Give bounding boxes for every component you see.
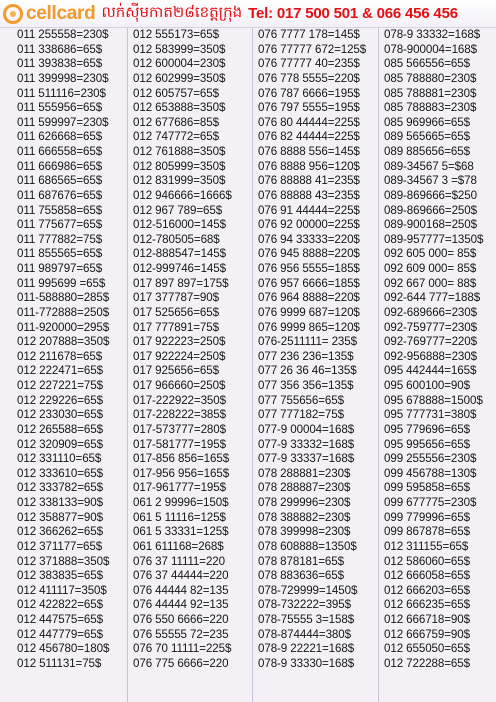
list-item: 076 945 8888=220$: [258, 247, 360, 261]
list-item: 092 605 000= 85$: [384, 247, 477, 261]
list-item: 011 255558=230$: [17, 28, 109, 41]
list-item: 099 255556=230$: [384, 452, 477, 466]
list-item: 012 233030=65$: [17, 408, 103, 422]
list-item: 076 77777 40=235$: [258, 57, 360, 71]
list-item: 089 565665=65$: [384, 130, 470, 144]
list-item: 095 678888=1500$: [384, 393, 483, 407]
list-item: 099 595858=65$: [384, 481, 470, 495]
list-item: 012 207888=350$: [17, 335, 110, 349]
list-item: 092-759777=230$: [384, 320, 477, 334]
list-item: 076 82 44444=225$: [258, 130, 360, 144]
list-item: 077 356 356=135$: [258, 379, 354, 392]
list-item: 078-732222=395$: [258, 598, 351, 612]
price-column-4: [384, 28, 483, 672]
list-item: 012 967 789=65$: [133, 203, 223, 217]
list-item: 012 831999=350$: [133, 174, 226, 188]
list-item: 012 583999=350$: [133, 42, 226, 56]
list-item: 011 626668=65$: [17, 130, 103, 144]
list-item: 078-75555 3=158$: [258, 613, 355, 626]
list-item: 012 447575=65$: [17, 613, 103, 626]
list-item: 012 366262=65$: [17, 525, 103, 539]
contact-phone: Tel: 017 500 501 & 066 456 456: [248, 5, 458, 22]
list-item: 012 602999=350$: [133, 71, 226, 85]
list-item: 011 393838=65$: [17, 57, 103, 71]
list-item: 012 311155=65$: [384, 539, 469, 553]
list-item: 012 653888=350$: [133, 101, 226, 115]
list-item: 012-888547=145$: [133, 247, 226, 261]
list-item: 012 677686=85$: [133, 115, 219, 129]
list-item: 078 399998=230$: [258, 525, 351, 539]
brand-name: cellcard: [26, 2, 96, 24]
list-item: 077-9 33337=168$: [258, 452, 355, 466]
list-item: 011 686565=65$: [17, 174, 103, 188]
list-item: 012 586060=65$: [384, 554, 470, 568]
list-item: 012 320909=65$: [17, 437, 103, 451]
list-item: 077 755656=65$: [258, 393, 344, 407]
list-item: 076 8888 956=120$: [258, 159, 360, 173]
list-item: 078 299996=230$: [258, 496, 351, 509]
list-item: 089 885656=65$: [384, 145, 470, 158]
price-column-2: [133, 28, 232, 672]
list-item: 011 666558=65$: [17, 145, 103, 158]
list-item: 017 525656=65$: [133, 305, 219, 319]
list-item: 099 456788=130$: [384, 466, 477, 480]
list-item: 095 777731=380$: [384, 408, 477, 422]
list-item: 012 456780=180$: [17, 642, 110, 656]
list-item: 012 747772=65$: [133, 130, 219, 144]
list-item: 012 211678=65$: [17, 349, 103, 363]
list-item: 085 788883=230$: [384, 101, 477, 115]
list-item: 017-228222=385$: [133, 408, 226, 422]
list-item: 012 666058=65$: [384, 569, 470, 583]
list-item: 089-900168=250$: [384, 218, 477, 232]
list-item: 017 966660=250$: [133, 379, 226, 392]
list-item: 017-573777=280$: [133, 422, 226, 436]
list-item: 011 777882=75$: [17, 232, 103, 246]
list-item: 076 787 6666=195$: [258, 86, 360, 100]
list-item: 089-34567 3 =$78: [384, 174, 477, 188]
list-item: 077 26 36 46=135$: [258, 364, 357, 378]
list-item: 076 37 44444=220: [133, 569, 229, 583]
list-item: 061 5 11116=125$: [133, 510, 226, 524]
list-item: 085 969966=65$: [384, 115, 470, 129]
list-item: 012 422822=65$: [17, 598, 103, 612]
list-item: 012-516000=145$: [133, 218, 226, 232]
list-item: 076-2511111= 235$: [258, 335, 357, 349]
list-item: 012 666235=65$: [384, 598, 470, 612]
list-item: 078-9 33330=168$: [258, 656, 355, 670]
list-item: 012 411117=350$: [17, 583, 107, 597]
list-item: 011 555956=65$: [17, 101, 103, 115]
list-item: 099 779996=65$: [384, 510, 470, 524]
list-item: 012 222471=65$: [17, 364, 103, 378]
list-item: 076 94 33333=220$: [258, 232, 360, 246]
list-item: 017 925656=65$: [133, 364, 219, 378]
list-item: 095 779696=65$: [384, 422, 470, 436]
list-item: 012 761888=350$: [133, 145, 226, 158]
list-item: 012 229226=65$: [17, 393, 103, 407]
list-item: 011-772888=250$: [17, 305, 110, 319]
list-item: 092 667 000= 88$: [384, 276, 477, 290]
list-item: 012 946666=1666$: [133, 188, 232, 202]
list-item: 076 964 8888=220$: [258, 291, 360, 305]
list-item: 012 655050=65$: [384, 642, 470, 656]
list-item: 017-961777=195$: [133, 481, 226, 495]
list-item: 012 333610=65$: [17, 466, 103, 480]
list-item: 076 91 44444=225$: [258, 203, 360, 217]
list-item: 092-689666=230$: [384, 305, 477, 319]
list-item: 099 677775=230$: [384, 496, 477, 509]
list-item: 012 383835=65$: [17, 569, 103, 583]
list-item: 012 805999=350$: [133, 159, 226, 173]
list-item: 085 788880=230$: [384, 71, 477, 85]
list-item: 076 957 6666=185$: [258, 276, 360, 290]
list-item: 012 666718=90$: [384, 613, 470, 626]
list-item: 085 566556=65$: [384, 57, 470, 71]
list-item: 012 447779=65$: [17, 627, 103, 641]
list-item: 078 883636=65$: [258, 569, 344, 583]
khmer-title: លក់ស៊ីមកាត២៨ខេត្តក្រុង: [101, 2, 243, 21]
list-item: 012 265588=65$: [17, 422, 103, 436]
list-item: 078 608888=1350$: [258, 539, 357, 553]
list-item: 078-900004=168$: [384, 42, 477, 56]
list-item: 012 666203=65$: [384, 583, 470, 597]
list-item: 076 8888 556=145$: [258, 145, 360, 158]
list-item: 076 9999 865=120$: [258, 320, 360, 334]
list-item: 011 666986=65$: [17, 159, 103, 173]
list-item: 077 236 236=135$: [258, 349, 354, 363]
number-price-list: [0, 28, 496, 702]
list-item: 012 227221=75$: [17, 379, 103, 392]
list-item: 078 388882=230$: [258, 510, 351, 524]
list-item: 076 44444 92=135: [133, 598, 229, 612]
list-item: 076 44444 82=135: [133, 583, 229, 597]
list-item: 076 80 44444=225$: [258, 115, 360, 129]
list-item: 012 555173=65$: [133, 28, 219, 41]
list-item: 077-9 00004=168$: [258, 422, 355, 436]
list-item: 076 37 11111=220: [133, 554, 225, 568]
list-item: 017 777891=75$: [133, 320, 219, 334]
list-item: 076 550 6666=220: [133, 613, 229, 626]
list-item: 092 609 000= 85$: [384, 262, 477, 275]
list-item: 012-999746=145$: [133, 262, 226, 275]
list-item: 089-34567 5=$68: [384, 159, 474, 173]
list-item: 076 778 5555=220$: [258, 71, 360, 85]
list-item: 076 88888 41=235$: [258, 174, 360, 188]
list-item: 089-869666=$250: [384, 188, 477, 202]
list-item: 095 600100=90$: [384, 379, 470, 392]
list-item: 076 70 11111=225$: [133, 642, 232, 656]
list-item: 012-780505=68$: [133, 232, 220, 246]
list-item: 078-729999=1450$: [258, 583, 358, 597]
list-item: 012 722288=65$: [384, 656, 470, 670]
list-item: 012 358877=90$: [17, 510, 103, 524]
list-item: 011 511116=230$: [17, 86, 106, 100]
list-item: 078 288887=230$: [258, 481, 351, 495]
list-item: 095 995656=65$: [384, 437, 470, 451]
list-item: 011 338686=65$: [17, 42, 103, 56]
list-item: 076 77777 672=125$: [258, 42, 367, 56]
list-item: 078-9 33332=168$: [384, 28, 481, 41]
list-item: 099 867878=65$: [384, 525, 470, 539]
list-item: 011 775677=65$: [17, 218, 103, 232]
list-item: 012 338133=90$: [17, 496, 103, 509]
list-item: 076 956 5555=185$: [258, 262, 360, 275]
list-item: 011 755858=65$: [17, 203, 103, 217]
list-item: 089-957777=1350$: [384, 232, 484, 246]
list-item: 011 855565=65$: [17, 247, 103, 261]
list-item: 017-581777=195$: [133, 437, 226, 451]
list-item: 095 442444=165$: [384, 364, 477, 378]
list-item: 089-869666=250$: [384, 203, 477, 217]
list-item: 076 55555 72=235: [133, 627, 229, 641]
list-item: 011 687676=65$: [17, 188, 103, 202]
list-item: 017 922224=250$: [133, 349, 226, 363]
price-column-1: [17, 28, 109, 672]
list-item: 017 922223=250$: [133, 335, 226, 349]
list-item: 077-9 33332=168$: [258, 437, 355, 451]
list-item: 017 377787=90$: [133, 291, 219, 305]
list-item: 076 7777 178=145$: [258, 28, 360, 41]
list-item: 076 9999 687=120$: [258, 305, 360, 319]
list-item: 092-769777=220$: [384, 335, 477, 349]
list-item: 076 775 6666=220: [133, 656, 229, 670]
list-item: 078-9 22221=168$: [258, 642, 355, 656]
list-item: 012 666759=90$: [384, 627, 470, 641]
header-banner: [0, 0, 496, 28]
list-item: 017 897 897=175$: [133, 276, 229, 290]
list-item: 017-222922=350$: [133, 393, 226, 407]
list-item: 092-644 777=188$: [384, 291, 481, 305]
list-item: 078-874444=380$: [258, 627, 351, 641]
list-item: 078 288881=230$: [258, 466, 351, 480]
list-item: 012 331110=65$: [17, 452, 102, 466]
list-item: 077 777182=75$: [258, 408, 344, 422]
list-item: 011-588880=285$: [17, 291, 110, 305]
list-item: 061 2 99996=150$: [133, 496, 229, 509]
list-item: 061 611168=268$: [133, 539, 224, 553]
list-item: 011-920000=295$: [17, 320, 110, 334]
list-item: 012 605757=65$: [133, 86, 219, 100]
list-item: 012 333782=65$: [17, 481, 103, 495]
cellcard-logo-icon: [3, 4, 23, 24]
list-item: 012 511131=75$: [17, 656, 102, 670]
list-item: 078 878181=65$: [258, 554, 344, 568]
list-item: 017-956 956=165$: [133, 466, 230, 480]
list-item: 076 797 5555=195$: [258, 101, 360, 115]
list-item: 012 371888=350$: [17, 554, 110, 568]
list-item: 012 371177=65$: [17, 539, 103, 553]
list-item: 012 600004=230$: [133, 57, 226, 71]
list-item: 011 399998=230$: [17, 71, 109, 85]
price-column-3: [258, 28, 366, 672]
list-item: 011 989797=65$: [17, 262, 103, 275]
list-item: 092-956888=230$: [384, 349, 477, 363]
cellcard-logo: [3, 3, 95, 25]
list-item: 061 5 33331=125$: [133, 525, 229, 539]
list-item: 011 995699 =65$: [17, 276, 106, 290]
list-item: 076 92 00000=225$: [258, 218, 360, 232]
list-item: 076 88888 43=235$: [258, 188, 360, 202]
list-item: 011 599997=230$: [17, 115, 109, 129]
list-item: 017-856 856=165$: [133, 452, 230, 466]
list-item: 085 788881=230$: [384, 86, 477, 100]
